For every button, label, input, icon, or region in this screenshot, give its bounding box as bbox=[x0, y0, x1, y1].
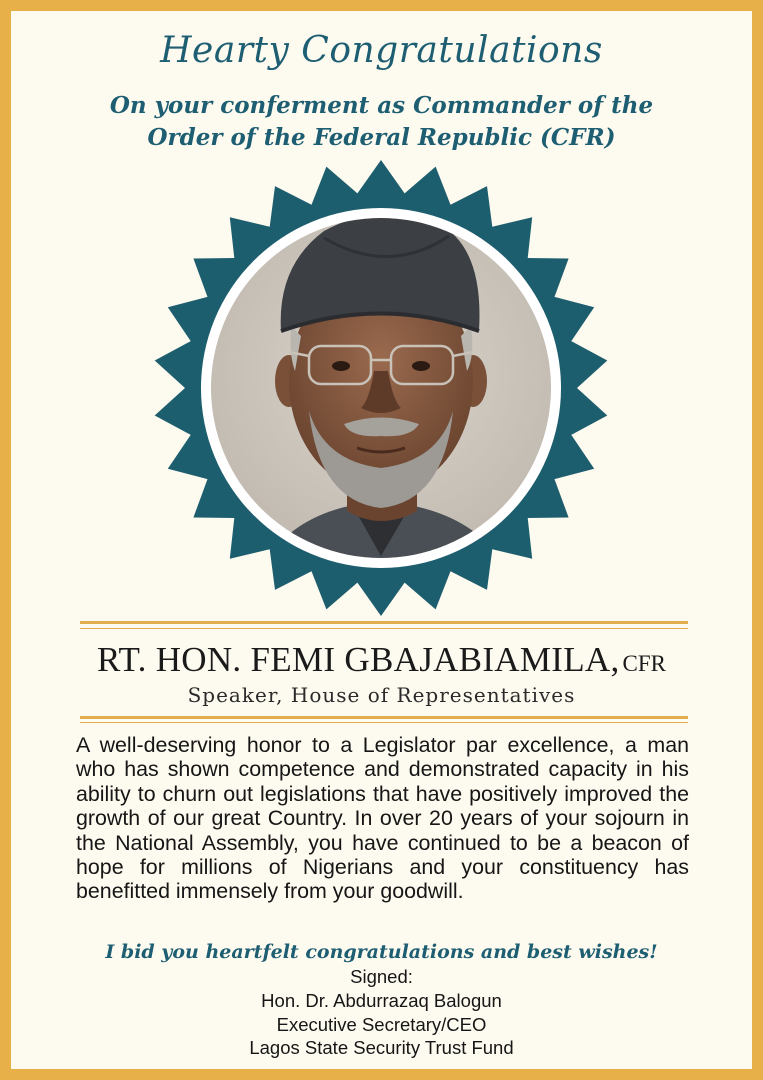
signed-label: Signed: bbox=[350, 966, 413, 987]
signatory-organization: Lagos State Security Trust Fund bbox=[249, 1037, 514, 1058]
poster-title: Hearty Congratulations bbox=[160, 30, 603, 71]
poster-subtitle bbox=[0, 90, 763, 154]
honoree-name: RT. HON. FEMI GBAJABIAMILA, bbox=[96, 640, 620, 679]
honoree-name-row bbox=[0, 640, 763, 680]
subtitle-line-2: Order of the Federal Republic (CFR) bbox=[147, 124, 616, 151]
divider-top-thick bbox=[80, 621, 688, 624]
honoree-role: Speaker, House of Representatives bbox=[187, 683, 576, 707]
divider-top-thin bbox=[80, 628, 688, 629]
divider-bottom-thick bbox=[80, 716, 688, 719]
congratulatory-message: A well-deserving honor to a Legislator par excellence, a man who has shown competence and demonstrated capacity in his ability to churn out legislations that have positively improved the growth of our great Country. In over 20 years of your sojourn in the National Assembly, you have continued to be a beacon of hope for millions of Nigerians and your constituency has benefitted immensely from your goodwill. bbox=[76, 733, 689, 904]
signatory-title: Executive Secretary/CEO bbox=[276, 1014, 487, 1035]
divider-bottom-thin bbox=[80, 722, 688, 723]
portrait-frame bbox=[149, 156, 614, 621]
closing-wish: I bid you heartfelt congratulations and best wishes! bbox=[105, 941, 658, 963]
honoree-suffix: CFR bbox=[622, 651, 667, 676]
portrait-seal bbox=[149, 156, 614, 621]
subtitle-line-1: On your conferment as Commander of the bbox=[109, 92, 654, 119]
signatory-name: Hon. Dr. Abdurrazaq Balogun bbox=[261, 990, 502, 1011]
